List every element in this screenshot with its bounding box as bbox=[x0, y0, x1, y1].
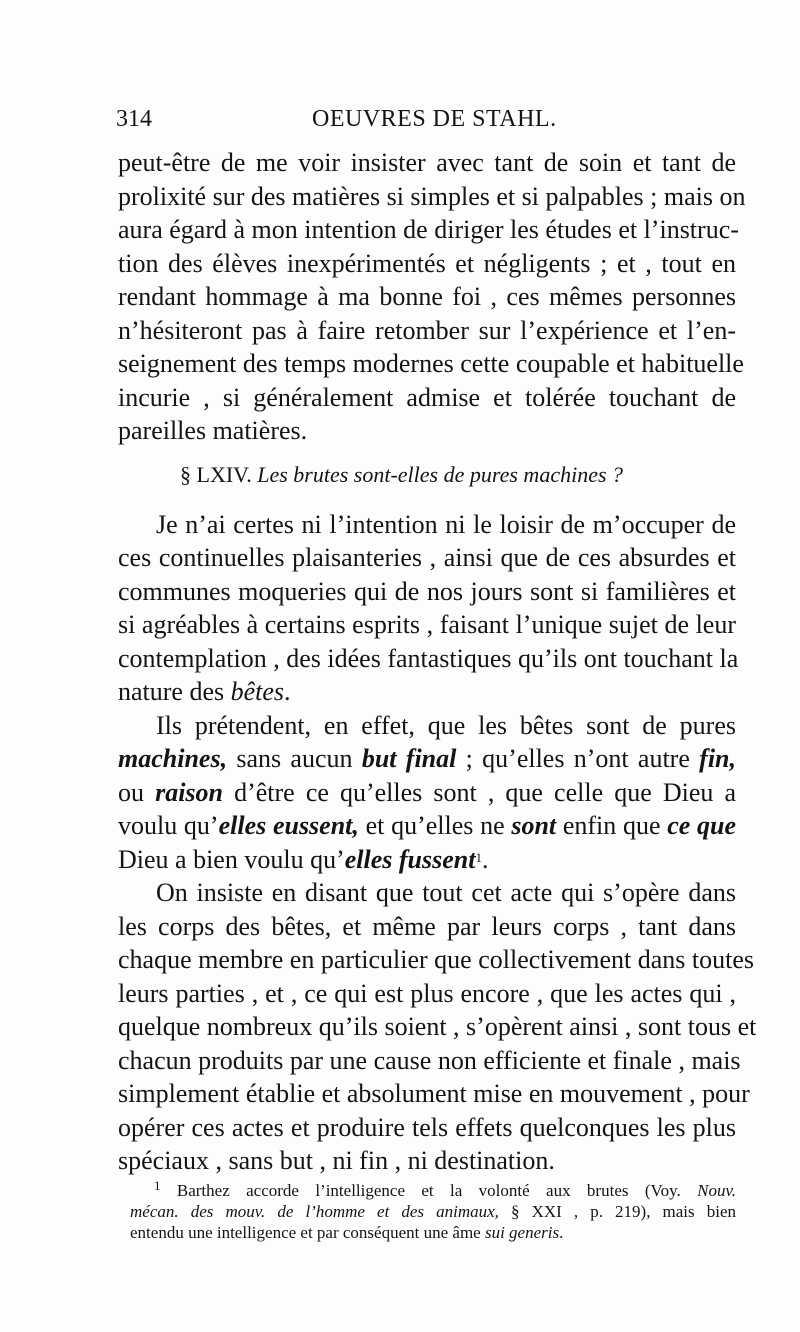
text-run: . bbox=[481, 844, 489, 874]
text-run: entendu une intelligence et par conséquent une âme bbox=[130, 1223, 485, 1242]
text-line: communes moqueries qui de nos jours sont si familières et bbox=[118, 576, 736, 606]
footnote bbox=[130, 1180, 736, 1243]
italic-run: elles eussent, bbox=[218, 811, 359, 840]
italic-run: elles fussent bbox=[344, 844, 476, 874]
text-line bbox=[118, 675, 736, 709]
text-line: rendant hommage à ma bonne foi , ces mêmes personnes bbox=[118, 282, 736, 311]
text-line: peut-être de me voir insister avec tant de soin et tant de bbox=[118, 148, 736, 177]
text-line: Ils prétendent, en effet, que les bêtes sont de pures bbox=[156, 710, 736, 740]
italic-run: sont bbox=[511, 811, 557, 840]
paragraph-2 bbox=[118, 508, 739, 709]
text-line bbox=[118, 809, 736, 843]
text-line: On insiste en disant que tout cet acte qui s’opère dans bbox=[156, 878, 736, 907]
text-line bbox=[118, 776, 736, 810]
paragraph-3 bbox=[118, 709, 736, 877]
italic-run: ce que bbox=[667, 811, 737, 840]
text-run: § XXI , p. 219), mais bien bbox=[498, 1202, 736, 1221]
text-run: ; qu’elles n’ont autre bbox=[456, 744, 700, 773]
page-body bbox=[118, 146, 757, 1178]
text-run: nature des bbox=[118, 677, 231, 706]
text-run: sans aucun bbox=[227, 744, 362, 773]
text-line: simplement établie et absolument mise en mouvement , pour bbox=[118, 1079, 750, 1108]
page-header bbox=[116, 100, 748, 140]
text-line: incurie , si généralement admise et tolérée touchant de bbox=[118, 382, 736, 412]
footnote-line bbox=[130, 1180, 736, 1201]
italic-run: mécan. des mouv. de l’homme et des animaux, bbox=[130, 1202, 499, 1221]
text-run: Dieu a bien voulu qu’ bbox=[118, 844, 345, 874]
page-number: 314 bbox=[116, 106, 152, 132]
text-run: d’être ce qu’elles sont , que celle que Dieu a bbox=[223, 777, 736, 807]
section-heading bbox=[180, 462, 736, 488]
italic-run: raison bbox=[155, 777, 224, 807]
text-line: prolixité sur des matières si simples et si palpables ; mais on bbox=[118, 181, 746, 211]
text-run: . bbox=[284, 677, 291, 706]
text-line bbox=[118, 742, 736, 776]
text-line bbox=[118, 843, 736, 877]
text-line: chacun produits par une cause non efficiente et finale , mais bbox=[118, 1045, 741, 1075]
paragraph-1 bbox=[118, 146, 746, 448]
text-line: quelque nombreux qu’ils soient , s’opèrent ainsi , sont tous et bbox=[118, 1012, 757, 1041]
footnote-ref: 1 bbox=[475, 849, 482, 865]
text-line: contemplation , des idées fantastiques qu’ils ont touchant la bbox=[118, 643, 739, 673]
text-line: seignement des temps modernes cette coupable et habituelle bbox=[118, 349, 744, 378]
text-run: Barthez accorde l’intelligence et la volonté aux brutes (Voy. bbox=[176, 1181, 681, 1200]
text-run: et qu’elles ne bbox=[358, 811, 512, 840]
running-title: OEUVRES DE STAHL. bbox=[312, 106, 557, 132]
italic-run: Nouv. bbox=[697, 1181, 736, 1200]
section-title: Les brutes sont-elles de pures machines ? bbox=[257, 461, 624, 487]
text-line: n’hésiteront pas à faire retomber sur l’expérience et l’en- bbox=[118, 315, 736, 345]
text-line: opérer ces actes et produire tels effets quelconques les plus bbox=[118, 1112, 736, 1142]
text-run: voulu qu’ bbox=[118, 811, 219, 840]
text-run: ou bbox=[118, 777, 156, 807]
italic-run: but final bbox=[361, 744, 457, 773]
footnote-marker: 1 bbox=[154, 1178, 161, 1193]
footnote-line bbox=[130, 1201, 736, 1222]
text-line: si agréables à certains esprits , faisant l’unique sujet de leur bbox=[118, 610, 736, 639]
paragraph-4 bbox=[118, 876, 757, 1178]
text-line: aura égard à mon intention de diriger les études et l’instruc- bbox=[118, 215, 739, 244]
text-line: chaque membre en particulier que collectivement dans toutes bbox=[118, 945, 755, 974]
text-line: Je n’ai certes ni l’intention ni le loisir de m’occuper de bbox=[156, 509, 736, 539]
section-number: LXIV. bbox=[196, 461, 252, 487]
text-line: pareilles matières. bbox=[118, 416, 308, 445]
text-line: leurs parties , et , ce qui est plus encore , que les actes qui , bbox=[118, 978, 736, 1008]
italic-run: bêtes bbox=[230, 677, 285, 706]
text-run: enfin que bbox=[556, 811, 668, 840]
text-line: ces continuelles plaisanteries , ainsi que de ces absurdes et bbox=[118, 543, 736, 572]
text-run: . bbox=[559, 1223, 564, 1242]
italic-run: machines, bbox=[118, 744, 228, 773]
footnote-line bbox=[130, 1222, 736, 1243]
text-line: les corps des bêtes, et même par leurs corps , tant dans bbox=[118, 911, 736, 941]
italic-run: fin, bbox=[699, 744, 737, 773]
italic-run: sui generis bbox=[484, 1223, 560, 1242]
section-symbol: § bbox=[180, 461, 191, 487]
text-line: tion des élèves inexpérimentés et négligents ; et , tout en bbox=[118, 248, 736, 278]
text-line: spéciaux , sans but , ni fin , ni destination. bbox=[118, 1146, 555, 1175]
